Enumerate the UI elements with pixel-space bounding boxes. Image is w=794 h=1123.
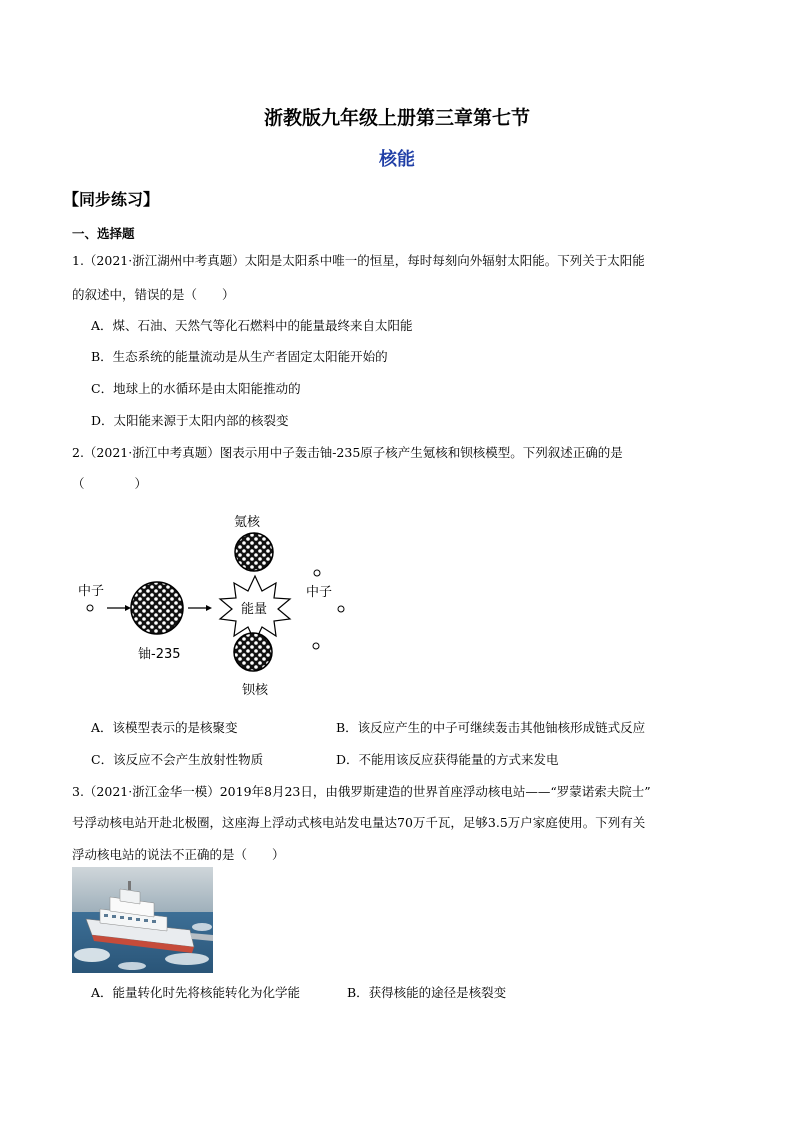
- q3-stem-line3: 浮动核电站的说法不正确的是（ ）: [72, 847, 285, 862]
- neutron-right-1: [314, 570, 320, 576]
- q3-option-a: A．能量转化时先将核能转化为化学能: [91, 985, 301, 1000]
- q1-option-d: D．太阳能来源于太阳内部的核裂变: [91, 413, 289, 428]
- neutron-left: [87, 605, 93, 611]
- uranium-label: 铀-235: [138, 647, 181, 662]
- q3-stem-line1: 3.（2021·浙江金华一模）2019年8月23日，由俄罗斯建造的世界首座浮动核电站——“罗蒙诺索夫院士”: [72, 784, 651, 799]
- krypton-label: 氪核: [234, 515, 261, 530]
- subsection-heading: 一、选择题: [72, 226, 135, 241]
- q1-option-b: B．生态系统的能量流动是从生产者固定太阳能开始的: [91, 349, 388, 364]
- q3-option-b: B．获得核能的途径是核裂变: [347, 985, 507, 1000]
- q2-option-a: A．该模型表示的是核聚变: [91, 720, 238, 735]
- floating-plant-photo: [72, 867, 213, 973]
- neutron-right-2: [338, 606, 344, 612]
- q2-option-d: D．不能用该反应获得能量的方式来发电: [336, 752, 559, 767]
- section-heading: 【同步练习】: [63, 190, 160, 209]
- q1-stem-line1: 1.（2021·浙江湖州中考真题）太阳是太阳系中唯一的恒星，每时每刻向外辐射太阳能。下列关于太阳能: [72, 253, 645, 268]
- energy-label: 能量: [241, 602, 268, 617]
- fission-diagram: [70, 505, 360, 705]
- q2-option-c: C．该反应不会产生放射性物质: [91, 752, 264, 767]
- neutron-right-label: 中子: [306, 585, 333, 600]
- q1-option-a: A．煤、石油、天然气等化石燃料中的能量最终来自太阳能: [91, 318, 413, 333]
- barium-label: 钡核: [242, 683, 269, 698]
- arrow-out-head: [206, 605, 212, 611]
- q1-stem-line2: 的叙述中，错误的是（ ）: [72, 287, 235, 302]
- krypton-nucleus: [235, 533, 273, 571]
- barium-nucleus: [234, 633, 272, 671]
- q2-stem-line2: （ ）: [72, 476, 148, 491]
- q1-option-c: C．地球上的水循环是由太阳能推动的: [91, 381, 301, 396]
- page-subtitle: 核能: [379, 149, 415, 170]
- q3-stem-line2: 号浮动核电站开赴北极圈，这座海上浮动式核电站发电量达70万千瓦，足够3.5万户家庭使用。下列有关: [72, 815, 646, 830]
- arrow-in-head: [125, 605, 131, 611]
- page-title: 浙教版九年级上册第三章第七节: [263, 107, 530, 129]
- q2-option-b: B．该反应产生的中子可继续轰击其他铀核形成链式反应: [336, 720, 646, 735]
- uranium-nucleus: [131, 582, 183, 634]
- neutron-left-label: 中子: [78, 584, 105, 599]
- neutron-right-3: [313, 643, 319, 649]
- q2-stem-line1: 2.（2021·浙江中考真题）图表示用中子轰击铀-235原子核产生氪核和钡核模型。下列叙述正确的是: [72, 445, 623, 460]
